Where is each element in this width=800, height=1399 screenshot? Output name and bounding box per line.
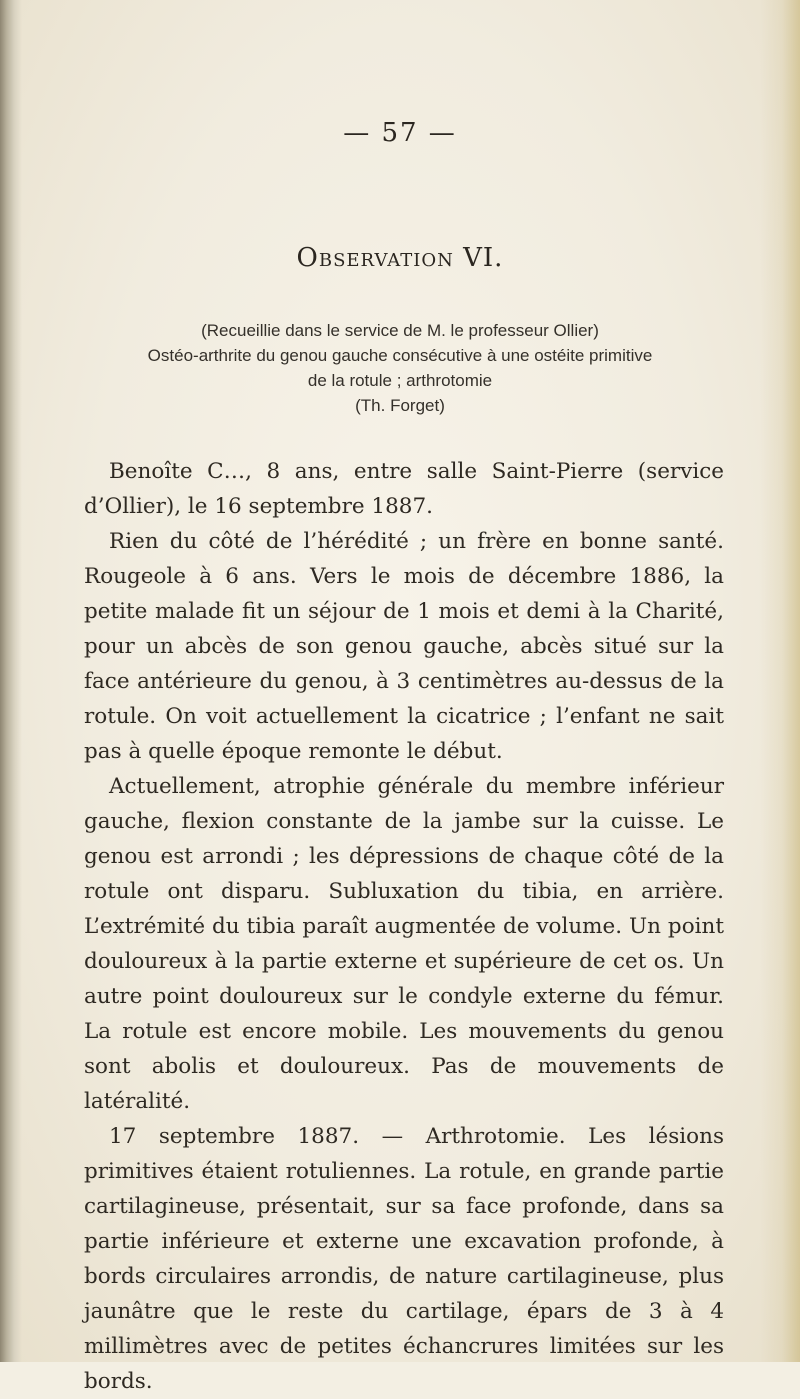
paper-stain — [760, 0, 800, 1362]
observation-title: Observation VI. — [296, 243, 504, 273]
paragraph-examination: Actuellement, atrophie générale du membre inférieur gauche, flexion constante de la jambe sur la cuisse. Le genou est arrondi ; les dépressions de chaque côté de la rotule ont disparu. Subluxation du tibia, en arrière. L’extrémité du tibia paraît augmentée de volume. Un point douloureux à la partie externe et supérieure de cet os. Un autre point douloureux sur le condyle externe du fémur. La rotule est encore mobile. Les mouvements du genou sont abolis et douloureux. Pas de mouvements de latéralité. — [84, 774, 724, 1114]
observation-body — [84, 454, 724, 1399]
subtitle-line-author: (Th. Forget) — [355, 396, 445, 415]
paragraph-history: Rien du côté de l’hérédité ; un frère en bonne santé. Rougeole à 6 ans. Vers le mois de décembre 1886, la petite malade fit un séjour de 1 mois et demi à la Charité, pour un abcès de son genou gauche, abcès situé sur la face antérieure du genou, à 3 centimètres au-dessus de la rotule. On voit actuellement la cicatrice ; l’enfant ne sait pas à quelle époque remonte le début. — [84, 529, 724, 764]
page-number: — 57 — — [343, 118, 457, 148]
paragraph-operation: 17 septembre 1887. — Arthrotomie. Les lésions primitives étaient rotuliennes. La rotule, en grande partie cartilagineuse, présentait, sur sa face profonde, dans sa partie inférieure et externe une excavation profonde, à bords circulaires arrondis, de nature cartilagineuse, plus jaunâtre que le reste du cartilage, épars de 3 à 4 millimètres avec de petites échancrures limitées sur les bords. — [84, 1124, 724, 1394]
subtitle-line-diagnosis: Ostéo-arthrite du genou gauche consécutive à une ostéite primitive — [147, 346, 653, 365]
subtitle-line-source: (Recueillie dans le service de M. le professeur Ollier) — [201, 321, 599, 340]
subtitle-line-procedure: de la rotule ; arthrotomie — [307, 371, 493, 390]
paragraph-admission: Benoîte C…, 8 ans, entre salle Saint-Pierre (service d’Ollier), le 16 septembre 1887. — [84, 459, 724, 519]
book-binding-edge — [0, 0, 22, 1362]
observation-subtitle — [90, 318, 710, 418]
